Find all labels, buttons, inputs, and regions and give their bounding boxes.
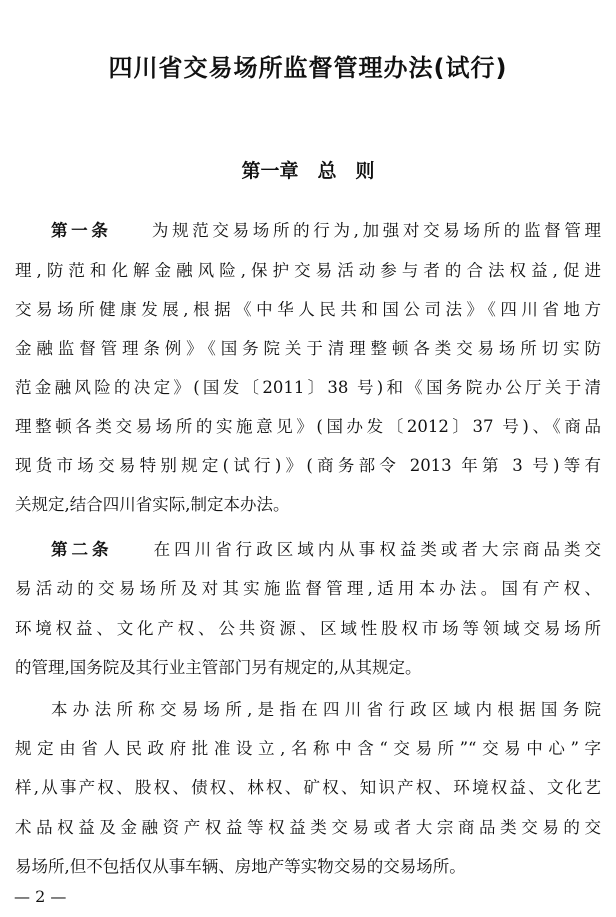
article1-label: 第一条: [51, 221, 112, 240]
article1-line: 交易场所健康发展,根据《中华人民共和国公司法》《四川省地方: [15, 300, 601, 319]
page-number: — 2 —: [14, 887, 67, 906]
paragraph3-first-line: 本办法所称交易场所,是指在四川省行政区域内根据国务院: [51, 700, 601, 719]
article1-line: 现货市场交易特别规定(试行)》(商务部令 2013 年第 3 号)等有: [15, 456, 601, 475]
paragraph3-line: 易场所,但不包括仅从事车辆、房地产等实物交易的交易场所。: [15, 857, 466, 876]
article1-line: 金融监督管理条例》《国务院关于清理整顿各类交易场所切实防: [15, 339, 601, 358]
paragraph3-line: 规定由省人民政府批准设立,名称中含“交易所”“交易中心”字: [15, 739, 601, 758]
article2-line: 易活动的交易场所及对其实施监督管理,适用本办法。国有产权、: [15, 579, 601, 598]
article1-line: 关规定,结合四川省实际,制定本办法。: [15, 495, 290, 514]
article2-first-line: [51, 537, 601, 563]
paragraph3-line: 样,从事产权、股权、债权、林权、矿权、知识产权、环境权益、文化艺: [15, 778, 601, 797]
article1-line: 范金融风险的决定》(国发〔2011〕38 号)和《国务院办公厅关于清: [15, 378, 601, 397]
article1-line: 理,防范和化解金融风险,保护交易活动参与者的合法权益,促进: [15, 261, 601, 280]
article2-line: 的管理,国务院及其行业主管部门另有规定的,从其规定。: [15, 658, 422, 677]
paragraph3-line: 术品权益及金融资产权益等权益类交易或者大宗商品类交易的交: [15, 818, 601, 837]
article1-first-text: 为规范交易场所的行为,加强对交易场所的监督管理: [151, 221, 601, 240]
document-title: 四川省交易场所监督管理办法(试行): [108, 54, 508, 82]
article2-line: 环境权益、文化产权、公共资源、区域性股权市场等领域交易场所: [15, 619, 601, 638]
article1-line: 理整顿各类交易场所的实施意见》(国办发〔2012〕37 号)、《商品: [15, 417, 601, 436]
chapter-title: 第一章 总 则: [241, 160, 375, 182]
article1-first-line: [51, 218, 601, 244]
article2-first-text: 在四川省行政区域内从事权益类或者大宗商品类交: [153, 540, 601, 559]
article2-label: 第二条: [51, 540, 113, 559]
